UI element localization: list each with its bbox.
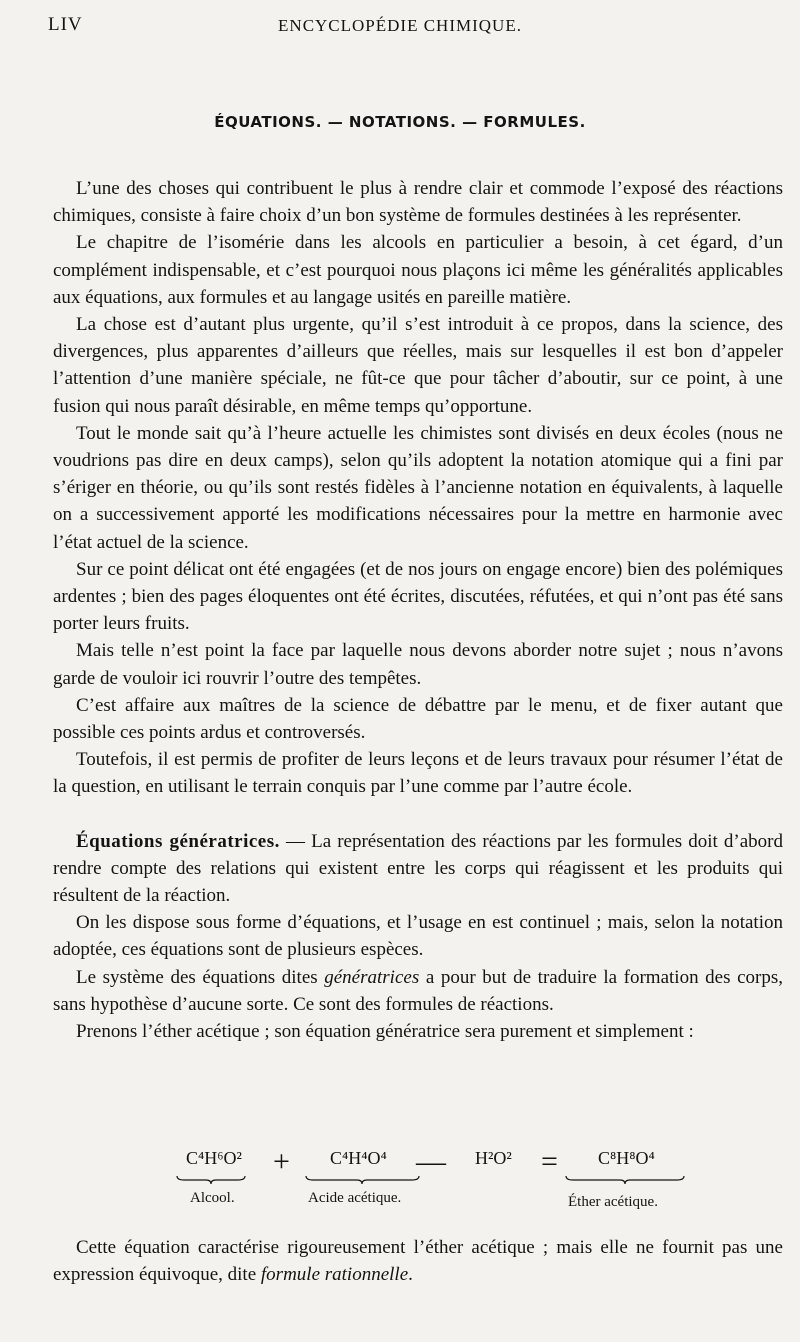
paragraph: Mais telle n’est point la face par laquelle nous devons aborder notre sujet ; nous n’avons garde de vouloir ici rouvrir l’outre des tempêtes. (53, 640, 783, 689)
paragraph: Prenons l’éther acétique ; son équation génératrice sera purement et simplement : (76, 1021, 694, 1043)
formula-ether: C⁸H⁸O⁴ (598, 1148, 655, 1168)
minus-sign: — (416, 1145, 446, 1178)
underbrace-icon (565, 1175, 685, 1185)
text-run: a pour but de traduire la formation des corps, sans hypothèse d’aucune sorte. Ce sont des formules de réactions. (53, 966, 783, 1015)
label-acide: Acide acétique. (308, 1190, 402, 1206)
paragraph (53, 964, 783, 1018)
equals-sign: = (541, 1145, 558, 1178)
italic-term: formule rationnelle (260, 1264, 409, 1286)
running-title: ENCYCLOPÉDIE CHIMIQUE. (278, 16, 522, 35)
paragraph: On les dispose sous forme d’équations, et l’usage en est continuel ; mais, selon la notation adoptée, ces équations sont de plusieurs espèces. (53, 912, 783, 961)
section-heading: ÉQUATIONS. — NOTATIONS. — FORMULES. (214, 113, 586, 131)
closing-text (53, 1234, 783, 1288)
paragraph: Toutefois, il est permis de profiter de leurs leçons et de leurs travaux pour résumer l’état de la question, en utilisant le terrain conquis par l’une comme par l’autre école. (53, 749, 783, 798)
chemical-equation (0, 1145, 800, 1218)
paragraph: La chose est d’autant plus urgente, qu’il s’est introduit à ce propos, dans la science, des divergences, plus apparentes d’ailleurs que réelles, mais sur lesquelles il est bon d’appeler l’attention d’une manière spéciale, ne fût-ce que pour tâcher d’aboutir, sur ce point, à une fusion qui nous paraît désirable, en même temps qu’opportune. (53, 314, 783, 417)
section-lead-text: — La représentation des réactions par les formules doit d’abord rendre compte des relations qui existent entre les corps qui réagissent et les produits qui résultent de la réaction. (53, 830, 783, 907)
paragraph (53, 1234, 783, 1288)
section-title: Équations génératrices. (76, 830, 280, 852)
label-alcool: Alcool. (190, 1190, 235, 1206)
formula-alcool: C⁴H⁶O² (186, 1148, 242, 1168)
page-number: LIV (48, 14, 83, 35)
paragraph: L’une des choses qui contribuent le plus à rendre clair et commode l’exposé des réactions chimiques, consiste à faire choix d’un bon système de formules destinées à les représenter. (53, 178, 783, 227)
text-run: Le système des équations dites (76, 966, 325, 988)
paragraph: Tout le monde sait qu’à l’heure actuelle les chimistes sont divisés en deux écoles (nous ne voudrions pas dire en deux camps), selon qu’ils adoptent la notation atomique qui a fini par s’ériger en théorie, ou qu’ils sont restés fidèles à l’ancienne notation en équivalents, à laquelle on a successivement apporté les modifications nécessaires pour la mettre en harmonie avec l’état actuel de la science. (53, 422, 783, 553)
label-ether: Éther acétique. (568, 1194, 658, 1210)
paragraph: C’est affaire aux maîtres de la science de débattre par le menu, et de fixer autant que possible ces points ardus et controversés. (53, 694, 783, 744)
underbrace-icon (176, 1175, 246, 1185)
running-header (0, 8, 800, 48)
text-run: Cette équation caractérise rigoureusement l’éther acétique ; mais elle ne fournit pas une expression équivoque, dite (53, 1237, 783, 1286)
section-paragraph (53, 828, 783, 910)
text-run: . (408, 1264, 413, 1286)
body-text (53, 175, 783, 1045)
paragraph: Le chapitre de l’isomérie dans les alcools en particulier a besoin, à cet égard, d’un complément indispensable, et c’est pourquoi nous plaçons ici même les généralités applicables aux équations, aux formules et au langage usités en pareille matière. (53, 232, 783, 308)
underbrace-icon (305, 1175, 420, 1185)
plus-sign: + (273, 1145, 290, 1178)
paragraph: Sur ce point délicat ont été engagées (et de nos jours on engage encore) bien des polémiques ardentes ; bien des pages éloquentes ont été écrites, discutées, réfutées, et qui n’ont pas été sans porter leurs fruits. (53, 558, 783, 635)
italic-term: génératrices (324, 966, 420, 988)
formula-eau: H²O² (475, 1148, 512, 1168)
formula-acide: C⁴H⁴O⁴ (330, 1148, 387, 1168)
